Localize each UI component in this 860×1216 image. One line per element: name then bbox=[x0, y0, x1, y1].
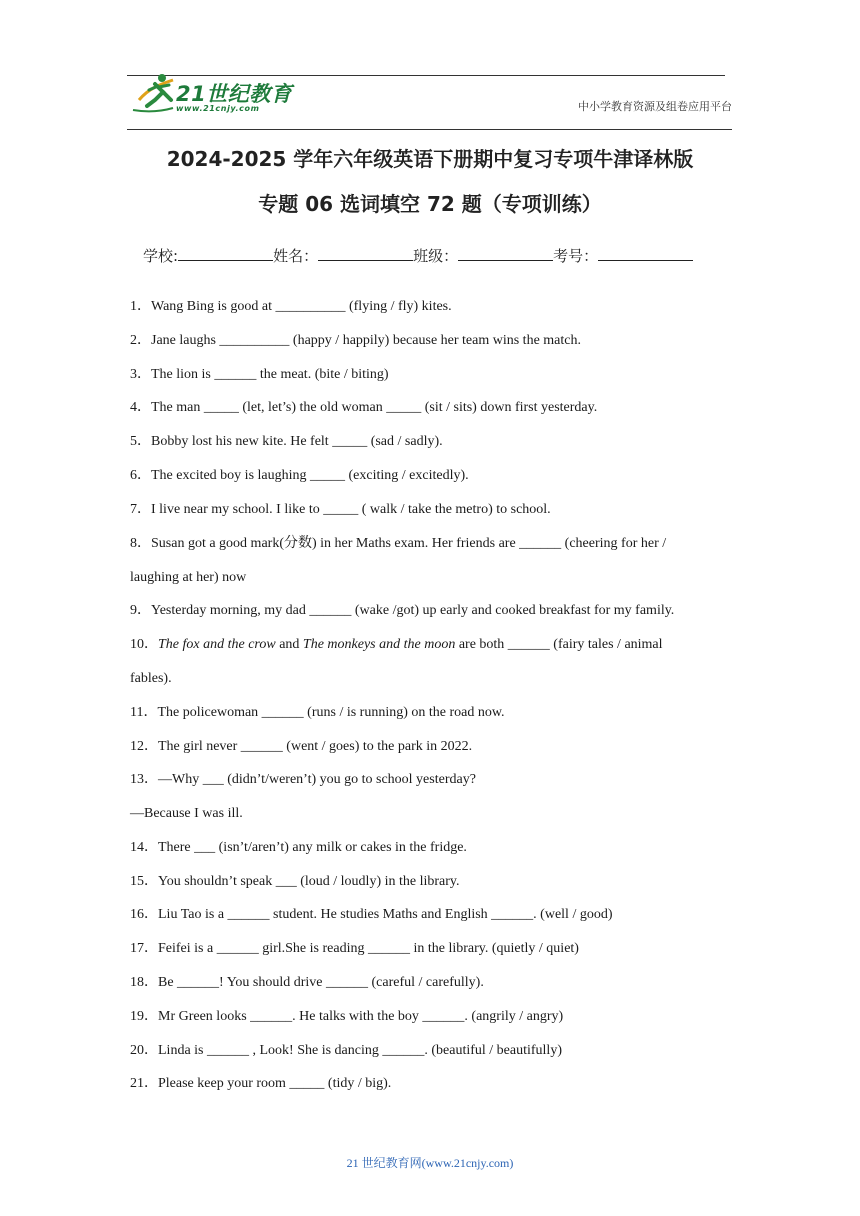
story-title: The fox and the crow bbox=[158, 637, 276, 652]
question-line: 16．Liu Tao is a ______ student. He studies Maths and English ______. (well / good) bbox=[130, 907, 613, 922]
number-label: 考号： bbox=[553, 247, 599, 265]
question-line: 21．Please keep your room _____ (tidy / big). bbox=[130, 1076, 392, 1091]
name-label: 姓名： bbox=[273, 247, 319, 265]
question-line: 17．Feifei is a ______ girl.She is reading ______ in the library. (quietly / quiet) bbox=[130, 941, 579, 956]
question-line: 6．The excited boy is laughing _____ (exciting / excitedly). bbox=[130, 468, 469, 483]
question-line: fables). bbox=[130, 671, 172, 686]
question-line: —Because I was ill. bbox=[130, 806, 243, 821]
story-title: The monkeys and the moon bbox=[302, 637, 456, 652]
question-line: 12．The girl never ______ (went / goes) to the park in 2022. bbox=[130, 739, 473, 754]
question-line: 13．—Why ___ (didn’t/weren’t) you go to school yesterday? bbox=[130, 772, 476, 787]
question-line: 4．The man _____ (let, let’s) the old woman _____ (sit / sits) down first yesterday. bbox=[130, 400, 598, 415]
question-line: 15．You shouldn’t speak ___ (loud / loudly) in the library. bbox=[130, 874, 460, 889]
number-blank[interactable] bbox=[598, 246, 693, 261]
question-line: 1．Wang Bing is good at __________ (flying / fly) kites. bbox=[130, 299, 452, 314]
logo-text: 21世纪教育 bbox=[176, 82, 293, 106]
question-line: 5．Bobby lost his new kite. He felt _____ (sad / sadly). bbox=[130, 434, 443, 449]
question-line: 3．The lion is ______ the meat. (bite / biting) bbox=[130, 367, 389, 382]
question-number: 10． bbox=[130, 637, 158, 652]
header-tagline: 中小学教育资源及组卷应用平台 bbox=[578, 100, 732, 113]
document-title: 2024-2025 学年六年级英语下册期中复习专项牛津译林版 bbox=[166, 147, 694, 171]
question-text: and bbox=[275, 637, 303, 652]
name-blank[interactable] bbox=[318, 246, 413, 261]
school-blank[interactable] bbox=[178, 246, 273, 261]
question-line: 11．The policewoman ______ (runs / is running) on the road now. bbox=[130, 705, 505, 720]
question-line: 20．Linda is ______ , Look! She is dancing ______. (beautiful / beautifully) bbox=[130, 1043, 562, 1058]
class-label: 班级： bbox=[413, 247, 459, 265]
question-line: 7．I live near my school. I like to _____ ( walk / take the metro) to school. bbox=[130, 502, 551, 517]
question-text: are both ______ (fairy tales / animal bbox=[455, 637, 663, 652]
question-line bbox=[130, 636, 730, 654]
footer-source: 21 世纪教育网(www.21cnjy.com) bbox=[346, 1156, 514, 1170]
logo-url: www.21cnjy.com bbox=[176, 104, 260, 113]
question-line: 8．Susan got a good mark(分数) in her Maths exam. Her friends are ______ (cheering for her / bbox=[130, 536, 667, 551]
question-line: laughing at her) now bbox=[130, 570, 247, 585]
class-blank[interactable] bbox=[458, 246, 553, 261]
header-bottom-rule bbox=[127, 129, 732, 130]
question-line: 14．There ___ (isn’t/aren’t) any milk or cakes in the fridge. bbox=[130, 840, 467, 855]
student-info-line bbox=[143, 245, 693, 266]
school-label: 学校: bbox=[143, 247, 179, 265]
question-line: 18．Be ______! You should drive ______ (careful / carefully). bbox=[130, 975, 484, 990]
question-line: 2．Jane laughs __________ (happy / happily) because her team wins the match. bbox=[130, 333, 581, 348]
question-line: 9．Yesterday morning, my dad ______ (wake /got) up early and cooked breakfast for my family. bbox=[130, 603, 675, 618]
question-line: 19．Mr Green looks ______. He talks with the boy ______. (angrily / angry) bbox=[130, 1009, 564, 1024]
document-subtitle: 专题 06 选词填空 72 题（专项训练） bbox=[258, 192, 602, 216]
